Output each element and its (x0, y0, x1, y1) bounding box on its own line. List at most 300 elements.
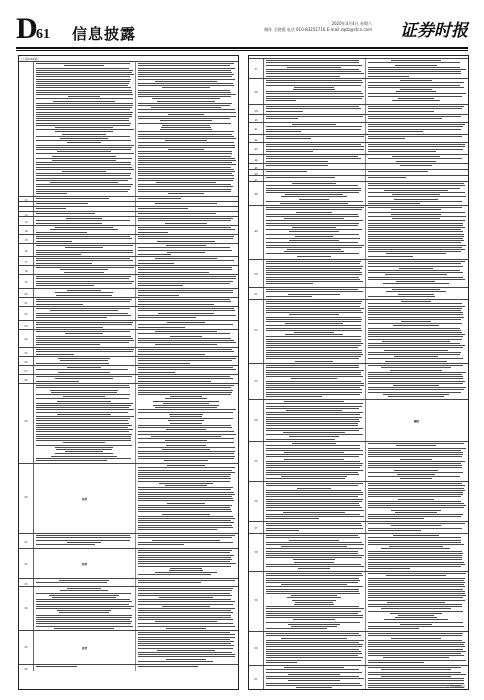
text-line (266, 461, 360, 462)
table-row (19, 243, 238, 257)
text-line (398, 98, 435, 99)
text-line (67, 588, 100, 589)
text-line (67, 542, 102, 543)
text-line (36, 250, 133, 251)
text-line (138, 184, 231, 185)
text-line (368, 183, 464, 184)
text-line (36, 107, 132, 108)
text-line (55, 227, 113, 228)
text-line (138, 425, 231, 426)
row-number-label: 56 (254, 500, 258, 503)
row-number-label: 45 (254, 166, 258, 170)
revised-text-cell (136, 631, 237, 665)
text-line (138, 645, 234, 646)
text-line (296, 687, 332, 688)
text-line (368, 347, 463, 348)
text-line (289, 240, 340, 241)
text-line (36, 537, 131, 538)
row-number (249, 666, 264, 690)
text-line (368, 488, 464, 489)
text-line (368, 383, 463, 384)
text-line (138, 507, 230, 508)
text-line (266, 85, 361, 86)
text-line (289, 231, 339, 232)
text-line (266, 73, 364, 74)
text-line (36, 409, 134, 410)
text-line (36, 608, 131, 609)
revised-text-cell (366, 300, 467, 364)
cell-center-text: 新增 (81, 498, 87, 501)
original-text-cell (34, 587, 136, 631)
text-line (266, 417, 362, 418)
text-line (368, 528, 462, 529)
text-line (368, 483, 462, 484)
text-line (266, 354, 363, 355)
text-line (383, 283, 449, 284)
text-line (138, 189, 231, 190)
text-line (138, 487, 233, 488)
table-row (249, 299, 468, 364)
text-line (138, 476, 230, 477)
text-line (368, 573, 466, 574)
text-line (266, 108, 361, 109)
text-line (138, 369, 236, 370)
text-line (138, 263, 174, 264)
revised-text-cell (136, 384, 237, 464)
text-line (138, 632, 230, 633)
text-line (266, 374, 361, 375)
original-text-cell (264, 300, 366, 364)
text-line (390, 613, 441, 614)
row-number-label: 44 (254, 159, 258, 163)
text-line (266, 474, 359, 475)
text-line (266, 229, 362, 230)
text-line (368, 678, 464, 679)
text-line (266, 274, 362, 275)
table-row (249, 441, 468, 482)
text-line (138, 595, 232, 596)
text-line (368, 116, 461, 117)
text-line (368, 149, 463, 150)
text-line (368, 662, 424, 663)
text-line (266, 350, 362, 351)
row-number (249, 482, 264, 522)
text-line (36, 535, 130, 536)
text-line (266, 336, 361, 337)
text-line (36, 112, 133, 113)
text-line (162, 514, 210, 515)
table-row (249, 58, 468, 79)
row-number (249, 632, 264, 666)
text-line (138, 112, 236, 113)
text-line (138, 272, 209, 273)
text-line (138, 509, 231, 510)
text-line (36, 164, 131, 165)
original-text-cell (34, 665, 136, 671)
text-line (266, 325, 361, 326)
text-line (36, 385, 129, 386)
table-row (249, 665, 468, 690)
text-line (266, 245, 364, 246)
row-number (249, 572, 264, 632)
text-line (138, 537, 232, 538)
text-line (392, 289, 440, 290)
row-number-label: 39 (254, 109, 258, 113)
text-line (138, 409, 236, 410)
text-line (138, 617, 231, 618)
row-number-label: 57 (254, 527, 258, 531)
text-line (266, 425, 358, 426)
text-line (138, 641, 234, 642)
text-line (368, 465, 462, 466)
text-line (138, 467, 235, 468)
row-number (249, 300, 264, 364)
text-line (266, 525, 362, 526)
text-line (36, 184, 133, 185)
text-line (266, 185, 358, 186)
row-number-label: 28 (24, 379, 28, 383)
text-line (159, 483, 213, 484)
text-line (55, 447, 114, 448)
text-line (138, 156, 231, 157)
row-number (19, 587, 34, 631)
original-text-cell (34, 534, 136, 549)
text-line (55, 292, 114, 293)
text-line (266, 589, 359, 590)
text-line (281, 638, 347, 639)
text-line (36, 405, 131, 406)
row-number (249, 206, 264, 260)
text-line (393, 385, 440, 386)
text-line (368, 387, 466, 388)
text-line (36, 381, 79, 382)
text-line (388, 396, 444, 397)
original-text-cell (264, 666, 366, 690)
text-line (368, 494, 463, 495)
text-line (266, 303, 361, 304)
text-line (36, 425, 132, 426)
text-line (36, 238, 132, 239)
text-line (170, 423, 202, 424)
revised-text-cell (136, 275, 237, 289)
text-line (368, 256, 413, 257)
text-line (368, 461, 465, 462)
text-line (266, 499, 363, 500)
text-line (289, 314, 338, 315)
text-line (368, 245, 466, 246)
text-line (266, 80, 362, 81)
text-line (138, 442, 234, 443)
text-line (59, 612, 109, 613)
text-line (36, 70, 133, 71)
text-line (368, 492, 463, 493)
text-line (36, 283, 132, 284)
text-line (368, 310, 461, 311)
text-line (266, 578, 359, 579)
text-line (266, 586, 363, 587)
text-line (138, 229, 235, 230)
text-line (138, 582, 201, 583)
table-row (19, 306, 238, 321)
text-line (266, 238, 360, 239)
text-line (138, 171, 235, 172)
text-line (291, 378, 336, 379)
text-line (398, 615, 434, 616)
original-text-cell (264, 572, 366, 632)
text-line (266, 494, 363, 495)
text-line (266, 582, 358, 583)
text-line (138, 79, 235, 80)
text-line (368, 358, 463, 359)
text-line (36, 162, 131, 163)
text-line (368, 501, 461, 502)
table-row (19, 533, 238, 549)
text-line (36, 349, 134, 350)
text-line (368, 555, 462, 556)
text-line (36, 147, 132, 148)
text-line (36, 208, 66, 209)
row-number (19, 464, 34, 534)
text-line (266, 301, 362, 302)
text-line (266, 678, 364, 679)
text-line (266, 343, 363, 344)
text-line (36, 304, 83, 305)
text-line (36, 418, 130, 419)
text-line (266, 445, 360, 446)
table-row (249, 205, 468, 260)
text-line (368, 87, 464, 88)
text-line (36, 140, 131, 141)
text-line (138, 301, 231, 302)
text-line (266, 530, 299, 531)
text-line (36, 267, 134, 268)
text-line (138, 317, 196, 318)
text-line (294, 562, 333, 563)
text-line (368, 62, 460, 63)
text-line (138, 92, 231, 93)
text-line (292, 124, 337, 125)
text-line (368, 611, 463, 612)
text-line (153, 405, 220, 406)
text-line (138, 178, 234, 179)
text-line (36, 544, 95, 545)
text-line (288, 294, 341, 295)
text-line (66, 218, 102, 219)
text-line (138, 492, 234, 493)
text-line (368, 518, 424, 519)
text-line (266, 317, 361, 318)
text-line (138, 574, 211, 575)
text-line (368, 303, 462, 304)
text-line (284, 452, 343, 453)
text-line (266, 628, 327, 629)
text-line (36, 175, 130, 176)
text-line (138, 304, 214, 305)
text-line (138, 162, 232, 163)
text-line (266, 106, 359, 107)
text-line (36, 285, 94, 286)
header-rule (16, 47, 468, 49)
text-line (266, 689, 334, 690)
text-line (266, 657, 363, 658)
text-line (56, 449, 113, 450)
text-line (368, 242, 461, 243)
text-line (50, 229, 119, 230)
text-line (266, 161, 328, 162)
text-line (381, 676, 451, 677)
text-line (386, 253, 445, 254)
text-line (266, 685, 362, 686)
text-line (284, 459, 343, 460)
text-line (138, 218, 233, 219)
row-number-label: 27 (24, 370, 28, 374)
text-line (389, 546, 443, 547)
text-line (400, 165, 431, 166)
text-line (266, 593, 360, 594)
text-line (390, 370, 443, 371)
text-line (394, 356, 437, 357)
text-line (52, 160, 116, 161)
text-line (170, 336, 202, 337)
text-line (36, 85, 128, 86)
text-line (138, 76, 232, 77)
row-number-label: 42 (254, 138, 258, 142)
text-line (138, 520, 231, 521)
text-line (166, 659, 206, 660)
text-line (266, 644, 363, 645)
text-line (368, 82, 464, 83)
text-line (284, 218, 343, 219)
text-line (138, 593, 230, 594)
original-text-cell (264, 182, 366, 206)
text-line (36, 232, 87, 233)
text-line (266, 261, 361, 262)
original-text-cell (264, 442, 366, 482)
text-line (138, 136, 234, 137)
text-line (138, 349, 232, 350)
text-line (266, 655, 358, 656)
row-number-label: 54 (254, 418, 258, 422)
text-line (138, 511, 232, 512)
revised-text-cell (366, 442, 467, 482)
text-line (368, 227, 465, 228)
text-line (266, 683, 360, 684)
text-line (266, 483, 363, 484)
row-number-label: 18 (24, 270, 28, 274)
row-number (19, 275, 34, 289)
text-line (298, 568, 331, 569)
text-line (368, 582, 465, 583)
text-line (36, 193, 67, 194)
text-line (138, 238, 233, 239)
text-line (138, 68, 235, 69)
original-text-cell (34, 384, 136, 464)
text-line (368, 231, 463, 232)
revised-text-cell (136, 665, 237, 671)
text-line (65, 451, 104, 452)
text-line (138, 169, 234, 170)
original-text-cell (264, 534, 366, 572)
text-line (266, 412, 363, 413)
text-line (162, 125, 210, 126)
text-line (284, 667, 344, 668)
text-line (138, 451, 235, 452)
text-line (368, 138, 405, 139)
text-line (67, 142, 100, 143)
text-line (36, 90, 132, 91)
text-line (138, 527, 233, 528)
text-line (266, 156, 358, 157)
text-line (36, 254, 81, 255)
text-line (396, 161, 435, 162)
text-line (138, 90, 230, 91)
text-line (138, 438, 234, 439)
text-line (266, 253, 359, 254)
text-line (266, 347, 358, 348)
text-line (368, 551, 462, 552)
text-line (138, 608, 235, 609)
text-line (36, 299, 132, 300)
text-line (368, 578, 465, 579)
original-text-cell (34, 330, 136, 348)
text-line (368, 71, 461, 72)
text-line (36, 338, 133, 339)
text-line (266, 635, 361, 636)
text-line (36, 145, 134, 146)
text-line (266, 490, 361, 491)
text-line (368, 76, 409, 77)
text-line (284, 251, 343, 252)
row-number-label: 40 (254, 118, 258, 122)
row-number-label: 55 (254, 460, 258, 463)
text-line (68, 96, 100, 97)
text-line (138, 542, 233, 543)
masthead-logo: 证券时报 (400, 21, 468, 41)
text-line (368, 192, 465, 193)
text-line (36, 236, 130, 237)
text-line (162, 606, 211, 607)
text-line (36, 94, 133, 95)
text-line (36, 83, 129, 84)
text-line (394, 689, 437, 690)
revised-text-cell (136, 62, 237, 197)
text-line (36, 351, 133, 352)
text-line (138, 283, 230, 284)
text-line (157, 101, 215, 102)
text-line (138, 505, 232, 506)
text-line (138, 610, 231, 611)
row-number-label: 20 (24, 293, 28, 297)
text-line (266, 408, 359, 409)
text-line (266, 669, 359, 670)
text-line (36, 431, 129, 432)
original-text-cell (34, 62, 136, 197)
table-row (19, 463, 238, 534)
original-text-cell (264, 59, 366, 79)
text-line (138, 561, 230, 562)
text-line (368, 685, 461, 686)
text-line (266, 551, 358, 552)
text-line (368, 106, 464, 107)
text-line (266, 450, 363, 451)
text-line (292, 227, 337, 228)
text-line (36, 344, 100, 345)
text-line (266, 394, 360, 395)
text-line (368, 674, 466, 675)
text-line (368, 593, 465, 594)
text-line (266, 319, 362, 320)
text-line (297, 256, 330, 257)
